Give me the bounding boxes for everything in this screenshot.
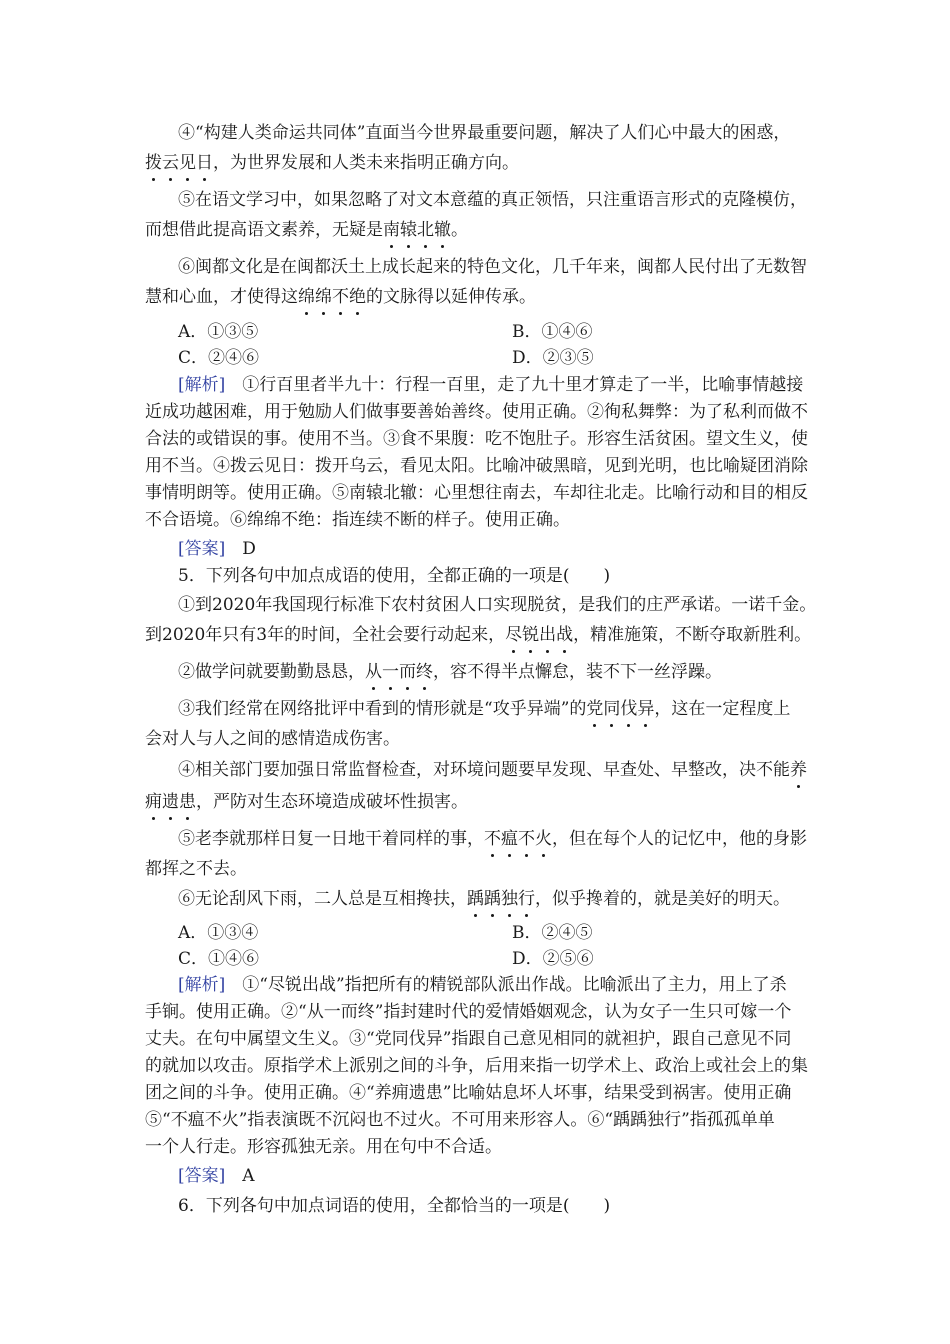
q5-sentence-3-line2: 会对人与人之间的感情造成伤害。 — [145, 729, 400, 749]
q5-sentence-5-line2: 都挥之不去。 — [145, 859, 247, 879]
q4-analysis-line3: 合法的或错误的事。使用不当。③食不果腹：吃不饱肚子。形容生活贫困。望文生义，使 — [145, 429, 808, 449]
q4-sentence-6-line1: ⑥闽都文化是在闽都沃土上成长起来的特色文化，几千年来，闽都人民付出了无数智 — [178, 257, 807, 277]
dotted-idiom: 痈遗患 — [145, 792, 196, 812]
answer-tag: [答案] — [178, 539, 226, 559]
q4-sentence-5-line1: ⑤在语文学习中，如果忽略了对文本意蕴的真正领悟，只注重语言形式的克隆模仿， — [178, 190, 807, 210]
q4-answer: [答案] D — [178, 539, 256, 559]
dotted-idiom: 拨云见日 — [145, 153, 213, 173]
analysis-tag: [解析] — [178, 975, 226, 995]
q4-option-d[interactable]: D．②③⑤ — [512, 348, 594, 368]
q5-option-a[interactable]: A．①③④ — [178, 923, 259, 943]
dotted-idiom: 从一而终 — [365, 662, 433, 682]
q4-analysis-line5: 事情明朗等。使用正确。⑤南辕北辙：心里想往南去，车却往北走。比喻行动和目的相反 — [145, 483, 808, 503]
q4-analysis-line6: 不合语境。⑥绵绵不绝：指连续不断的样子。使用正确。 — [145, 510, 570, 530]
q4-sentence-6-line2: 慧和心血，才使得这绵绵不绝的文脉得以延伸传承。 — [145, 287, 536, 307]
q4-sentence-4-line2: 拨云见日，为世界发展和人类未来指明正确方向。 — [145, 153, 519, 173]
dotted-idiom: 党同伐异 — [586, 699, 655, 719]
dotted-idiom: 踽踽独行 — [467, 889, 535, 909]
q5-sentence-3-line1: ③我们经常在网络批评中看到的情形就是“攻乎异端”的党同伐异，这在一定程度上 — [178, 699, 791, 719]
q5-sentence-1-line2: 到2020年只有3年的时间，全社会要行动起来，尽锐出战，精准施策，不断夺取新胜利。 — [145, 625, 812, 645]
q5-option-b[interactable]: B．②④⑤ — [512, 923, 593, 943]
q5-analysis-line6: ⑤“不瘟不火”指表演既不沉闷也不过火。不可用来形容人。⑥“踽踽独行”指孤孤单单 — [145, 1110, 775, 1130]
dotted-idiom: 养 — [790, 760, 807, 780]
q5-sentence-5-line1: ⑤老李就那样日复一日地干着同样的事，不瘟不火，但在每个人的记忆中，他的身影 — [178, 829, 807, 849]
dotted-idiom: 尽锐出战 — [505, 625, 574, 645]
q5-analysis-line1: [解析] ①“尽锐出战”指把所有的精锐部队派出作战。比喻派出了主力，用上了杀 — [178, 975, 787, 995]
q5-answer: [答案] A — [178, 1166, 255, 1186]
analysis-tag: [解析] — [178, 375, 226, 395]
q5-analysis-line2: 手锏。使用正确。②“从一而终”指封建时代的爱情婚姻观念，认为女子一生只可嫁一个 — [145, 1002, 792, 1022]
q4-sentence-5-line2: 而想借此提高语文素养，无疑是南辕北辙。 — [145, 220, 468, 240]
q5-analysis-line4: 的就加以攻击。原指学术上派别之间的斗争，后用来指一切学术上、政治上或社会上的集 — [145, 1056, 808, 1076]
q5-analysis-line7: 一个人行走。形容孤独无亲。用在句中不合适。 — [145, 1137, 502, 1157]
q5-sentence-1-line1: ①到2020年我国现行标准下农村贫困人口实现脱贫，是我们的庄严承诺。一诺千金。 — [178, 595, 817, 615]
q6-stem: 6．下列各句中加点词语的使用，全都恰当的一项是( ) — [178, 1196, 611, 1216]
dotted-idiom: 不瘟不火 — [484, 829, 552, 849]
q5-sentence-4-line2: 痈遗患，严防对生态环境造成破坏性损害。 — [145, 792, 468, 812]
q4-analysis-line2: 近成功越困难，用于勉励人们做事要善始善终。使用正确。②徇私舞弊：为了私利而做不 — [145, 402, 808, 422]
q4-option-b[interactable]: B．①④⑥ — [512, 322, 593, 342]
dotted-idiom: 绵绵不绝 — [298, 287, 366, 307]
q5-stem: 5．下列各句中加点成语的使用，全都正确的一项是( ) — [178, 566, 611, 586]
q5-analysis-line3: 丈夫。在句中属望文生义。③“党同伐异”指跟自己意见相同的就袒护，跟自己意见不同 — [145, 1029, 792, 1049]
q4-option-c[interactable]: C．②④⑥ — [178, 348, 260, 368]
q4-analysis-line1: [解析] ①行百里者半九十：行程一百里，走了九十里才算走了一半，比喻事情越接 — [178, 375, 804, 395]
q5-option-c[interactable]: C．①④⑥ — [178, 949, 260, 969]
q5-analysis-line5: 团之间的斗争。使用正确。④“养痈遗患”比喻姑息坏人坏事，结果受到祸害。使用正确 — [145, 1083, 792, 1103]
q5-sentence-6: ⑥无论刮风下雨，二人总是互相搀扶，踽踽独行，似乎搀着的，就是美好的明天。 — [178, 889, 790, 909]
q4-analysis-line4: 用不当。④拨云见日：拨开乌云，看见太阳。比喻冲破黑暗，见到光明，也比喻疑团消除 — [145, 456, 808, 476]
dotted-idiom: 南辕北辙 — [383, 220, 451, 240]
q5-sentence-2: ②做学问就要勤勤恳恳，从一而终，容不得半点懈怠，装不下一丝浮躁。 — [178, 662, 722, 682]
q5-sentence-4-line1: ④相关部门要加强日常监督检查，对环境问题要早发现、早查处、早整改，决不能养 — [178, 760, 807, 780]
answer-tag: [答案] — [178, 1166, 226, 1186]
q5-option-d[interactable]: D．②⑤⑥ — [512, 949, 594, 969]
q4-option-a[interactable]: A．①③⑤ — [178, 322, 259, 342]
q4-sentence-4-line1: ④“构建人类命运共同体”直面当今世界最重要问题，解决了人们心中最大的困惑， — [178, 123, 791, 143]
